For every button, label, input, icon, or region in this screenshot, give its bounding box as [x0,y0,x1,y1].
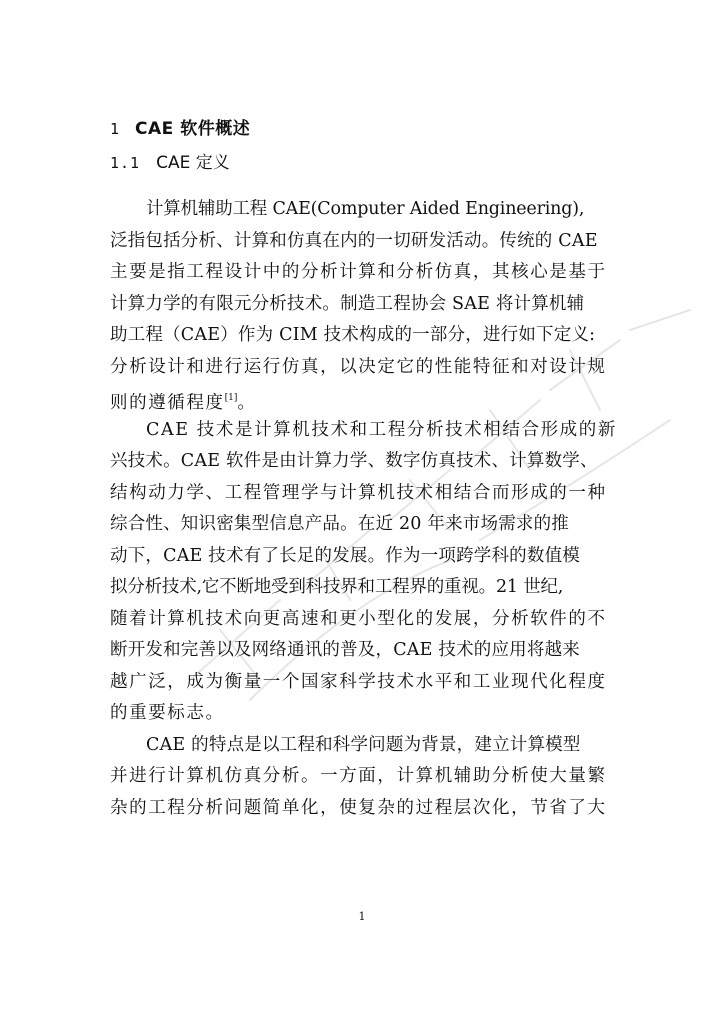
text-line: 杂的工程分析问题简单化，使复杂的过程层次化，节省了大 [110,797,607,818]
text-fragment: 。 [237,393,257,413]
page-number: 1 [358,910,366,923]
section-number: 1 [110,120,120,138]
text-line: 兴技术。CAE 软件是由计算力学、数字仿真技术、计算数学、 [110,451,598,471]
body-text [110,194,618,824]
text-line [110,383,618,415]
text-line: 断开发和完善以及网络通讯的普及，CAE 技术的应用将越来 [110,640,580,660]
text-line: 的重要标志。 [110,703,225,723]
text-line: 计算力学的有限元分析技术。制造工程协会 SAE 将计算机辅 [110,293,585,314]
text-line: 泛指包括分析、计算和仿真在内的一切研发活动。传统的 CAE [110,230,598,251]
text-line: 结构动力学、工程管理学与计算机技术相结合而形成的一种 [110,482,607,503]
text-line: 计算机辅助工程 CAE(Computer Aided Engineering), [146,199,585,219]
text-fragment: 则的遵循程度 [110,393,225,413]
text-line: 并进行计算机仿真分析。一方面，计算机辅助分析使大量繁 [110,766,607,786]
text-line: 越广泛，成为衡量一个国家科学技术水平和工业现代化程度 [110,671,607,692]
subsection-number: 1.1 [110,154,141,172]
text-line: 助工程（CAE）作为 CIM 技术构成的一部分，进行如下定义: [110,325,596,345]
text-line: 动下，CAE 技术有了长足的发展。作为一项跨学科的数值模 [110,545,580,566]
text-line: 拟分析技术,它不断地受到科技界和工程界的重视。21 世纪, [110,577,564,597]
text-line: CAE 技术是计算机技术和工程分析技术相结合形成的新 [146,419,617,440]
citation-marker: [1] [224,393,238,403]
text-line: CAE 的特点是以工程和科学问题为背景，建立计算模型 [146,734,581,755]
subsection-heading [110,148,230,173]
section-heading-1 [110,114,250,139]
subsection-title: CAE 定义 [156,153,230,173]
text-line: 主要是指工程设计中的分析计算和分析仿真，其核心是基于 [110,262,607,282]
text-line: 综合性、知识密集型信息产品。在近 20 年来市场需求的推 [110,514,569,534]
section-title: CAE 软件概述 [135,119,251,139]
text-line: 随着计算机技术向更高速和更小型化的发展，分析软件的不 [110,608,607,629]
text-line: 分析设计和进行运行仿真，以决定它的性能特征和对设计规 [110,356,607,377]
